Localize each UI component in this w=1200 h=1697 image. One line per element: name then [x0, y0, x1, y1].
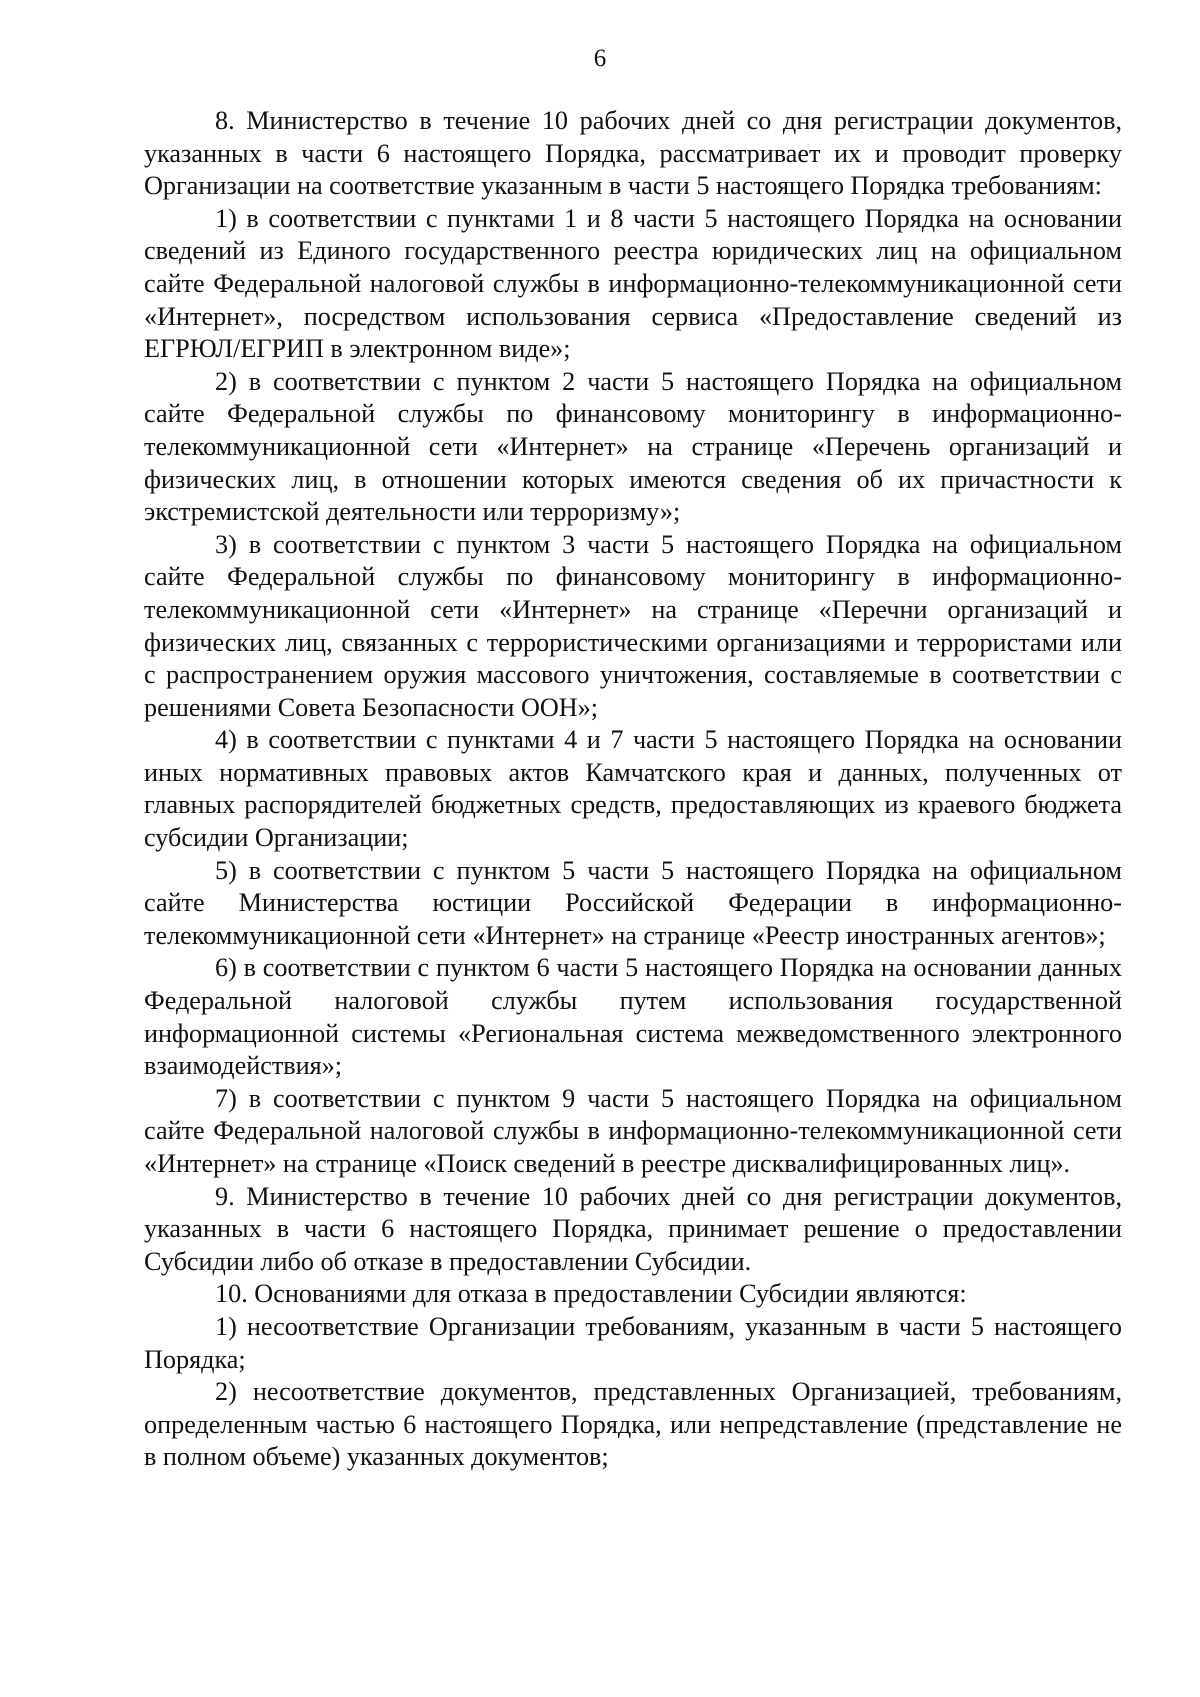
- paragraph-8-item-3: 3) в соответствии с пунктом 3 части 5 настоящего Порядка на официальном сайте Федеральной службы по финансовому мониторингу в информационно-телекоммуникационной сети «Интернет» на странице «Перечни организаций и физических лиц, связанных с террористическими организациями и террористами или с распространением оружия массового уничтожения, составляемые в соответствии с решениями Совета Безопасности ООН»;: [144, 529, 1122, 722]
- document-body: [144, 105, 1122, 1474]
- paragraph-10-item-1: 1) несоответствие Организации требованиям, указанным в части 5 настоящего Порядка;: [144, 1311, 1122, 1374]
- paragraph-8-item-1: 1) в соответствии с пунктами 1 и 8 части 5 настоящего Порядка на основании сведений из Единого государственного реестра юридических лиц на официальном сайте Федеральной налоговой службы в информационно-телекоммуникационной сети «Интернет», посредством использования сервиса «Предоставление сведений из ЕГРЮЛ/ЕГРИП в электронном виде»;: [144, 203, 1122, 364]
- paragraph-10: 10. Основаниями для отказа в предоставлении Субсидии являются:: [215, 1279, 967, 1309]
- paragraph-10-item-2: 2) несоответствие документов, представленных Организацией, требованиям, определенным частью 6 настоящего Порядка, или непредставление (представление не в полном объеме) указанных документов;: [144, 1377, 1122, 1472]
- paragraph-9: 9. Министерство в течение 10 рабочих дней со дня регистрации документов, указанных в части 6 настоящего Порядка, принимает решение о предоставлении Субсидии либо об отказе в предоставлении Субсидии.: [144, 1181, 1122, 1276]
- paragraph-8: 8. Министерство в течение 10 рабочих дней со дня регистрации документов, указанных в части 6 настоящего Порядка, рассматривает их и проводит проверку Организации на соответствие указанным в части 5 настоящего Порядка требованиям:: [144, 106, 1122, 201]
- paragraph-8-item-5: 5) в соответствии с пунктом 5 части 5 настоящего Порядка на официальном сайте Министерства юстиции Российской Федерации в информационно-телекоммуникационной сети «Интернет» на странице «Реестр иностранных агентов»;: [144, 855, 1122, 950]
- page-number: 6: [593, 45, 607, 72]
- paragraph-8-item-4: 4) в соответствии с пунктами 4 и 7 части 5 настоящего Порядка на основании иных нормативных правовых актов Камчатского края и данных, полученных от главных распорядителей бюджетных средств, предоставляющих из краевого бюджета субсидии Организации;: [144, 725, 1122, 853]
- paragraph-8-item-7: 7) в соответствии с пунктом 9 части 5 настоящего Порядка на официальном сайте Федеральной налоговой службы в информационно-телекоммуникационной сети «Интернет» на странице «Поиск сведений в реестре дисквалифицированных лиц».: [144, 1083, 1122, 1178]
- paragraph-8-item-2: 2) в соответствии с пунктом 2 части 5 настоящего Порядка на официальном сайте Федеральной службы по финансовому мониторингу в информационно-телекоммуникационной сети «Интернет» на странице «Перечень организаций и физических лиц, в отношении которых имеются сведения об их причастности к экстремистской деятельности или терроризму»;: [144, 366, 1122, 527]
- paragraph-8-item-6: 6) в соответствии с пунктом 6 части 5 настоящего Порядка на основании данных Федеральной налоговой службы путем использования государственной информационной системы «Региональная система межведомственного электронного взаимодействия»;: [144, 953, 1122, 1081]
